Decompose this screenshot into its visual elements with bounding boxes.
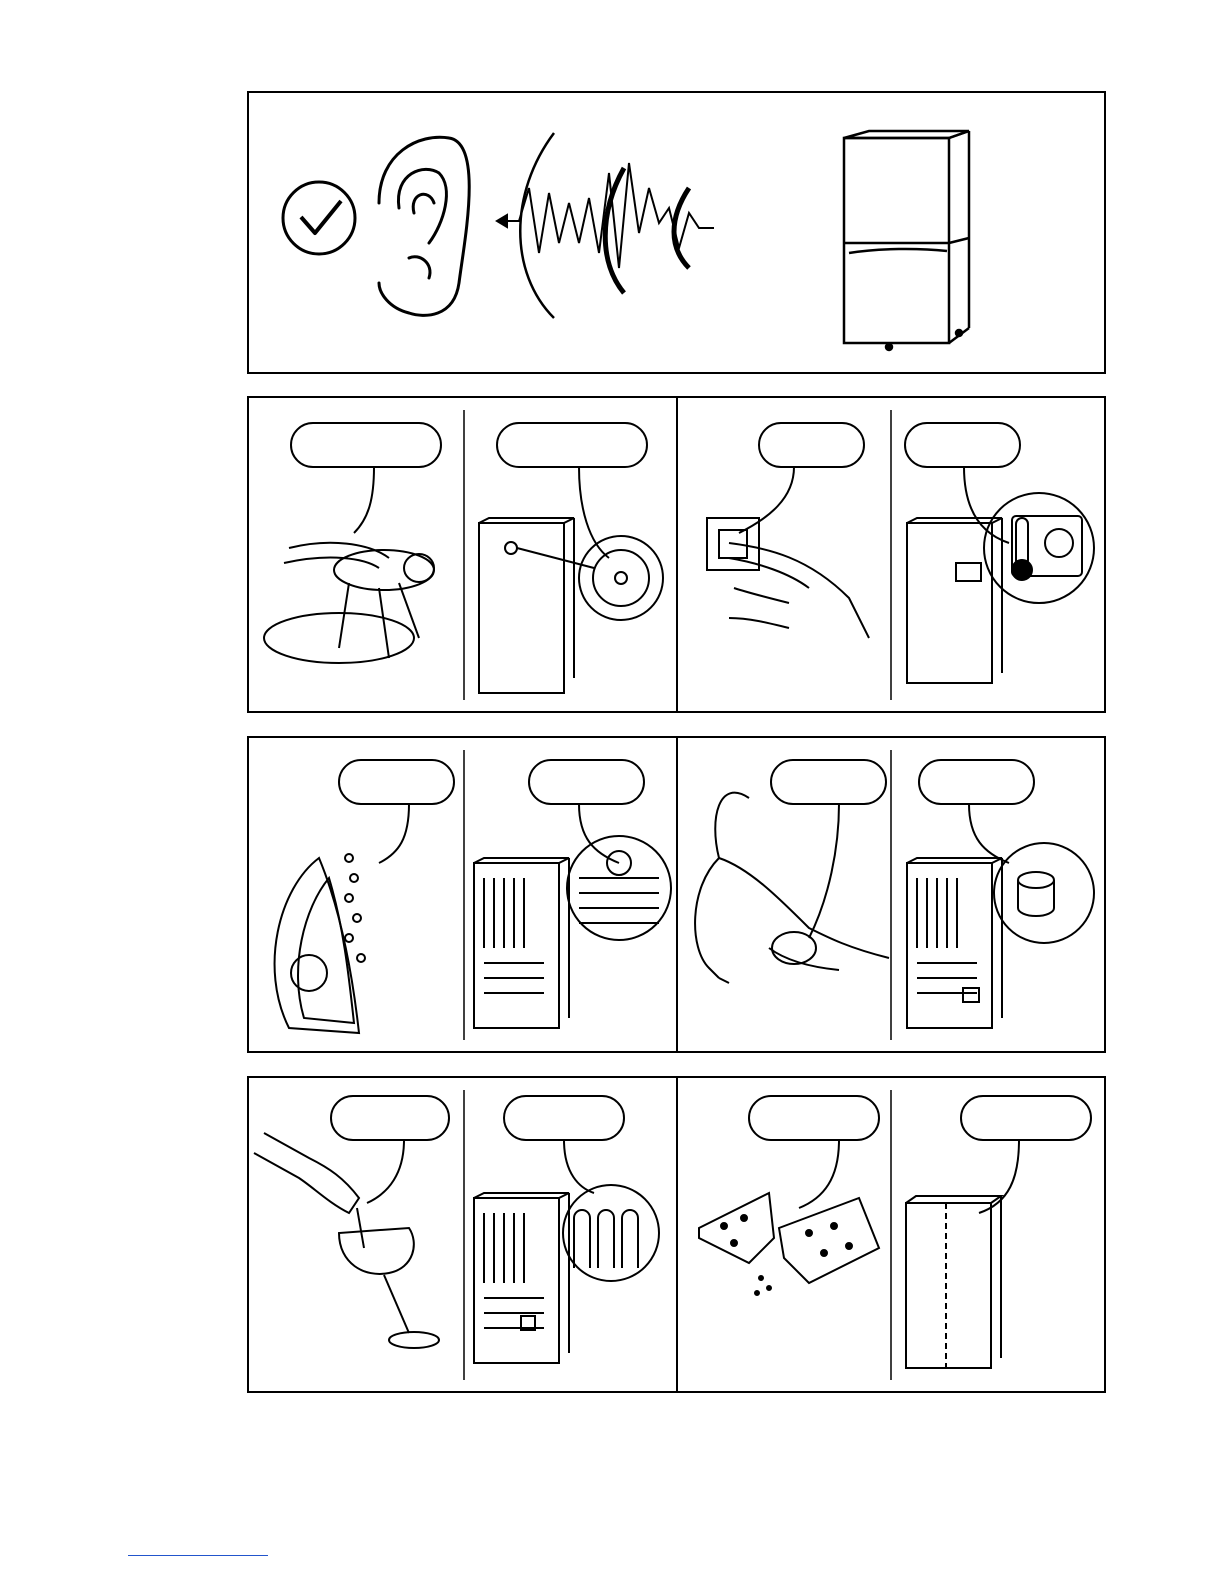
sounds-row-1-illustration [249,398,1104,711]
fridge-freezer-icon [844,131,969,350]
fridge-cabinet-icon [906,1096,1091,1368]
sounds-panel-row-2 [247,736,1106,1053]
sounds-panel-row-1 [247,396,1106,713]
buzzing-fly-icon [264,423,441,663]
fridge-compressor-icon [907,760,1094,1028]
sound-wave-icon [497,133,714,318]
fridge-condenser-icon [474,1096,659,1363]
check-circle-icon [283,182,355,254]
cracking-cracker-icon [699,1096,879,1295]
footer-link-underline[interactable] [128,1555,268,1556]
stretching-cat-icon [695,760,889,983]
hearing-illustration [249,93,1104,372]
hearing-panel [247,91,1106,374]
steam-iron-icon [275,760,454,1033]
fridge-fan-icon [479,423,663,693]
ear-icon [379,137,469,315]
fridge-thermostat-icon [905,423,1094,683]
fridge-coil-icon [474,760,671,1028]
sounds-row-2-illustration [249,738,1104,1051]
sounds-row-3-illustration [249,1078,1104,1391]
switch-click-icon [707,423,869,638]
sounds-panel-row-3 [247,1076,1106,1393]
pouring-wine-icon [254,1096,449,1348]
